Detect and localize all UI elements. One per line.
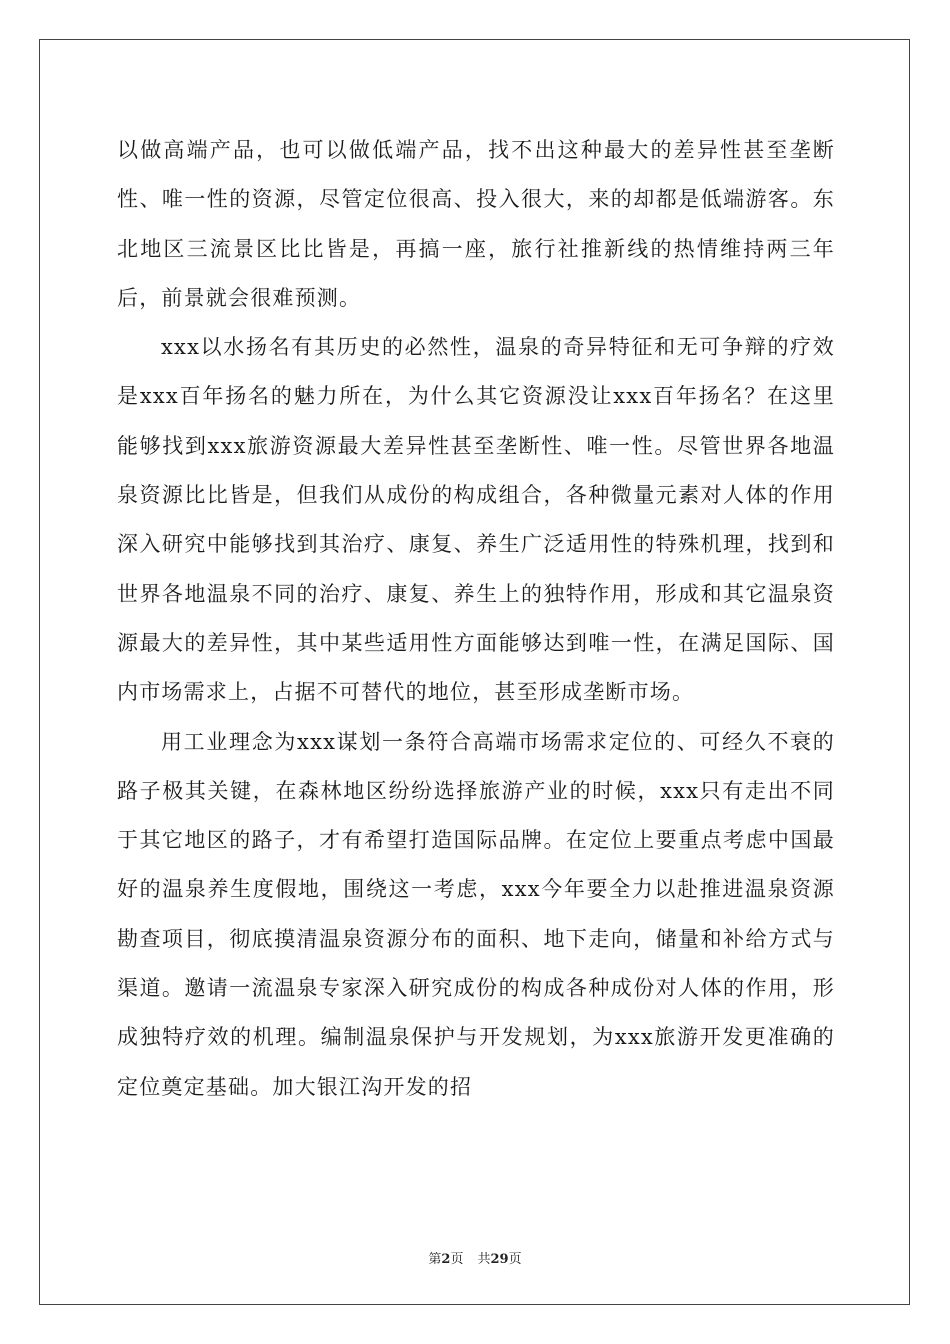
total-pages: 29 <box>490 1252 509 1267</box>
paragraph-2: xxx以水扬名有其历史的必然性，温泉的奇异特征和无可争辩的疗效是xxx百年扬名的魅力所在，为什么其它资源没让xxx百年扬名？在这里能够找到xxx旅游资源最大差异性甚至垄断性、唯一性。尽管世界各地温泉资源比比皆是，但我们从成份的构成组合，各种微量元素对人体的作用深入研究中能够找到其治疗、康复、养生广泛适用性的特殊机理，找到和世界各地温泉不同的治疗、康复、养生上的独特作用，形成和其它温泉资源最大的差异性，其中某些适用性方面能够达到唯一性，在满足国际、国内市场需求上，占据不可替代的地位，甚至形成垄断市场。 <box>117 335 835 705</box>
page-prefix: 第 <box>428 1252 442 1267</box>
paragraph-1: 以做高端产品，也可以做低端产品，找不出这种最大的差异性甚至垄断性、唯一性的资源，尽管定位很高、投入很大，来的却都是低端游客。东北地区三流景区比比皆是，再搞一座，旅行社推新线的热情维持两三年后，前景就会很难预测。 <box>117 138 835 310</box>
page-suffix: 页 <box>450 1252 464 1267</box>
total-suffix: 页 <box>508 1252 522 1267</box>
document-body <box>117 126 835 1112</box>
paragraph-3: 用工业理念为xxx谋划一条符合高端市场需求定位的、可经久不衰的路子极其关键，在森林地区纷纷选择旅游产业的时候，xxx只有走出不同于其它地区的路子，才有希望打造国际品牌。在定位上要重点考虑中国最好的温泉养生度假地，围绕这一考虑，xxx今年要全力以赴推进温泉资源勘查项目，彻底摸清温泉资源分布的面积、地下走向，储量和补给方式与渠道。邀请一流温泉专家深入研究成份的构成各种成份对人体的作用，形成独特疗效的机理。编制温泉保护与开发规划，为xxx旅游开发更准确的定位奠定基础。加大银江沟开发的招 <box>117 729 835 1099</box>
total-prefix: 共 <box>477 1252 491 1267</box>
page-number: 2 <box>441 1252 451 1267</box>
page-footer <box>0 1248 950 1267</box>
